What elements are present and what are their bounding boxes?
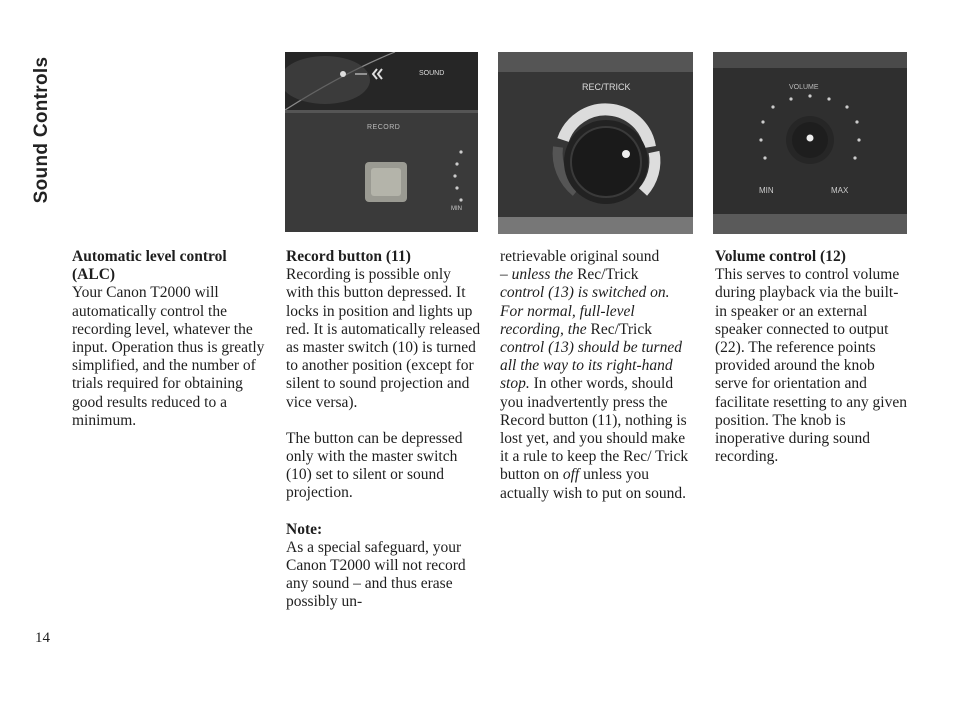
volume-control-photo <box>713 52 907 234</box>
note-body: As a special safeguard, your Canon T2000 will not record any sound – and thus erase possibly un- <box>286 538 466 611</box>
volume-max-label: MAX <box>831 186 849 195</box>
record-button-para2: The button can be depressed only with the master switch (10) set to silent or sound projection. <box>286 429 463 502</box>
record-button-para1: Recording is possible only with this button depressed. It locks in position and lights up red. It is automatically released as master switch (10) is turned to another position (except for silent to sound projection and vice versa). <box>286 266 481 411</box>
rec-trick-label: REC/TRICK <box>582 82 631 92</box>
sound-label: SOUND <box>419 70 445 77</box>
min-label: MIN <box>451 206 462 212</box>
volume-min-label: MIN <box>759 186 774 195</box>
volume-label: VOLUME <box>789 84 819 91</box>
column-volume <box>715 248 910 466</box>
page-number: 14 <box>35 630 50 646</box>
side-title-text: Sound Controls <box>31 56 52 204</box>
alc-heading: Automatic level control (ALC) <box>72 248 227 284</box>
volume-body: This serves to control volume during playback via the built-in speaker or an external speaker connected to output (22). The reference points provided around the knob serve for orientation and facilitate resetting to any given position. The knob is inoperative during sound recording. <box>715 266 907 466</box>
column-continued <box>500 248 695 503</box>
rec-trick-photo <box>498 52 693 234</box>
continued-text: retrievable original sound – unless the Rec/Trick control (13) is switched on. For normal, full-level recording, the Rec/Trick control (13) should be turned all the way to its right-hand stop. In other words, should you inadvertently press the Record button (11), nothing is lost yet, and you should make it a rule to keep the Rec/ Trick button on off unless you actually wish to put on sound. <box>500 248 689 502</box>
column-record-button <box>286 248 482 612</box>
record-button-photo <box>285 52 478 232</box>
note-heading: Note: <box>286 520 323 538</box>
column-alc <box>72 248 267 430</box>
alc-body: Your Canon T2000 will automatically control the recording level, whatever the input. Operation thus is greatly simplified, and the number of trials required for obtaining good results reduced to a minimum. <box>72 284 265 429</box>
record-label: RECORD <box>367 124 401 131</box>
side-title <box>22 42 62 217</box>
volume-heading: Volume control (12) <box>715 248 846 265</box>
record-button-heading: Record button (11) <box>286 248 411 265</box>
